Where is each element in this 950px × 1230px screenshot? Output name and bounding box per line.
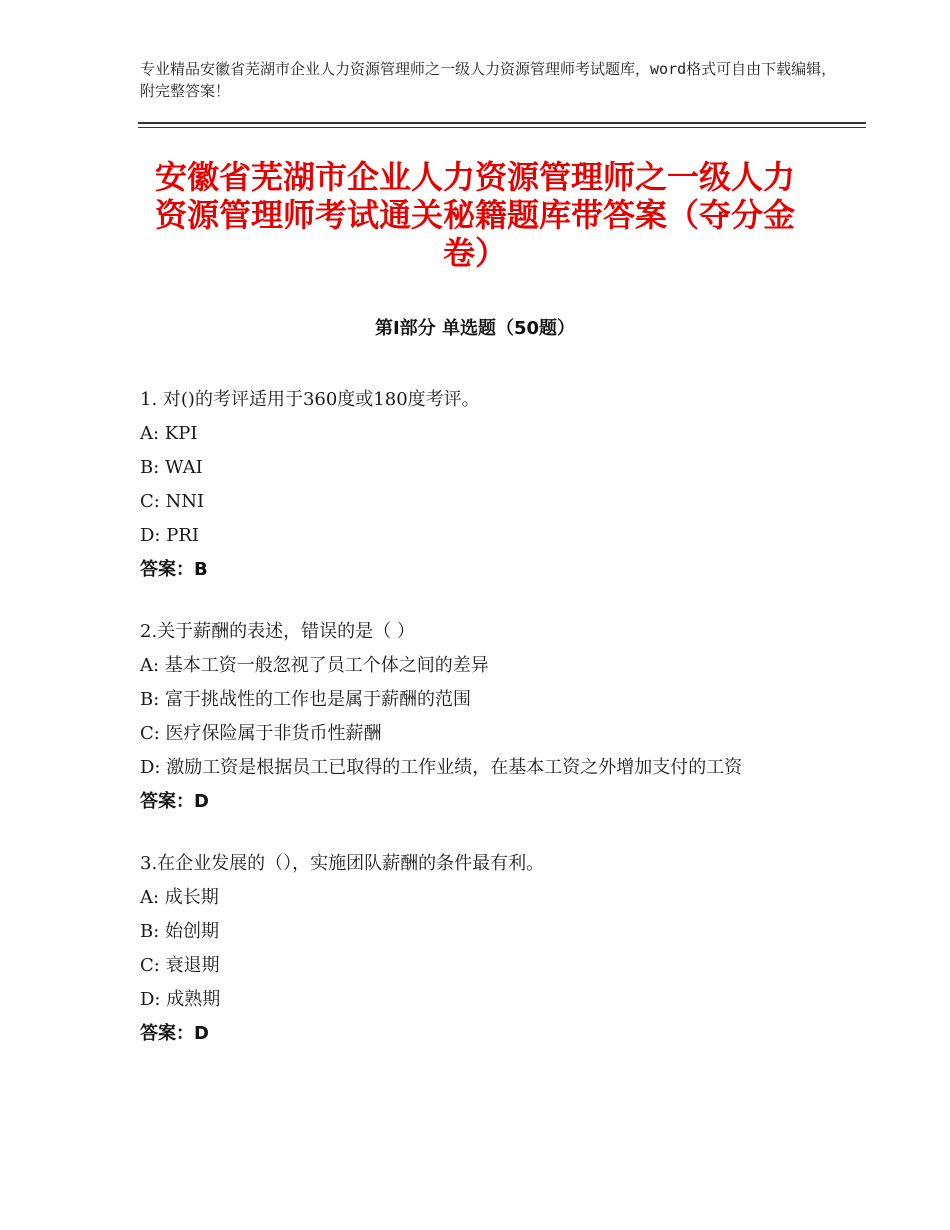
option-a: A: KPI [140, 423, 198, 444]
header-note: 专业精品安徽省芜湖市企业人力资源管理师之一级人力资源管理师考试题库，word格式可自由下载编辑，附完整答案！ [140, 60, 837, 100]
option-c: C: NNI [140, 491, 205, 512]
option-b: B: WAI [140, 457, 203, 478]
option-a: A: 基本工资一般忽视了员工个体之间的差异 [140, 655, 489, 676]
question-2 [140, 615, 820, 819]
header-rule-thick [138, 122, 866, 124]
question-list [140, 383, 820, 1079]
answer-label: 答案：D [140, 791, 209, 812]
question-3 [140, 847, 820, 1051]
option-d: D: PRI [140, 525, 199, 546]
document-title: 安徽省芜湖市企业人力资源管理师之一级人力资源管理师考试通关秘籍题库带答案（夺分金卷） [154, 158, 795, 272]
question-1 [140, 383, 820, 587]
question-stem: 3.在企业发展的（），实施团队薪酬的条件最有利。 [140, 853, 545, 874]
section-title: 第Ⅰ部分 单选题（50题） [374, 318, 575, 339]
answer-label: 答案：B [140, 559, 208, 580]
option-c: C: 医疗保险属于非货币性薪酬 [140, 723, 382, 744]
option-c: C: 衰退期 [140, 955, 220, 976]
question-stem: 2.关于薪酬的表述，错误的是（ ） [140, 621, 415, 642]
option-a: A: 成长期 [140, 887, 219, 908]
header-rule-thin [138, 127, 866, 128]
option-b: B: 始创期 [140, 921, 220, 942]
answer-label: 答案：D [140, 1023, 209, 1044]
option-d: D: 成熟期 [140, 989, 221, 1010]
question-stem: 1. 对()的考评适用于360度或180度考评。 [140, 389, 480, 410]
option-b: B: 富于挑战性的工作也是属于薪酬的范围 [140, 689, 472, 710]
option-d: D: 激励工资是根据员工已取得的工作业绩，在基本工资之外增加支付的工资 [140, 757, 743, 778]
